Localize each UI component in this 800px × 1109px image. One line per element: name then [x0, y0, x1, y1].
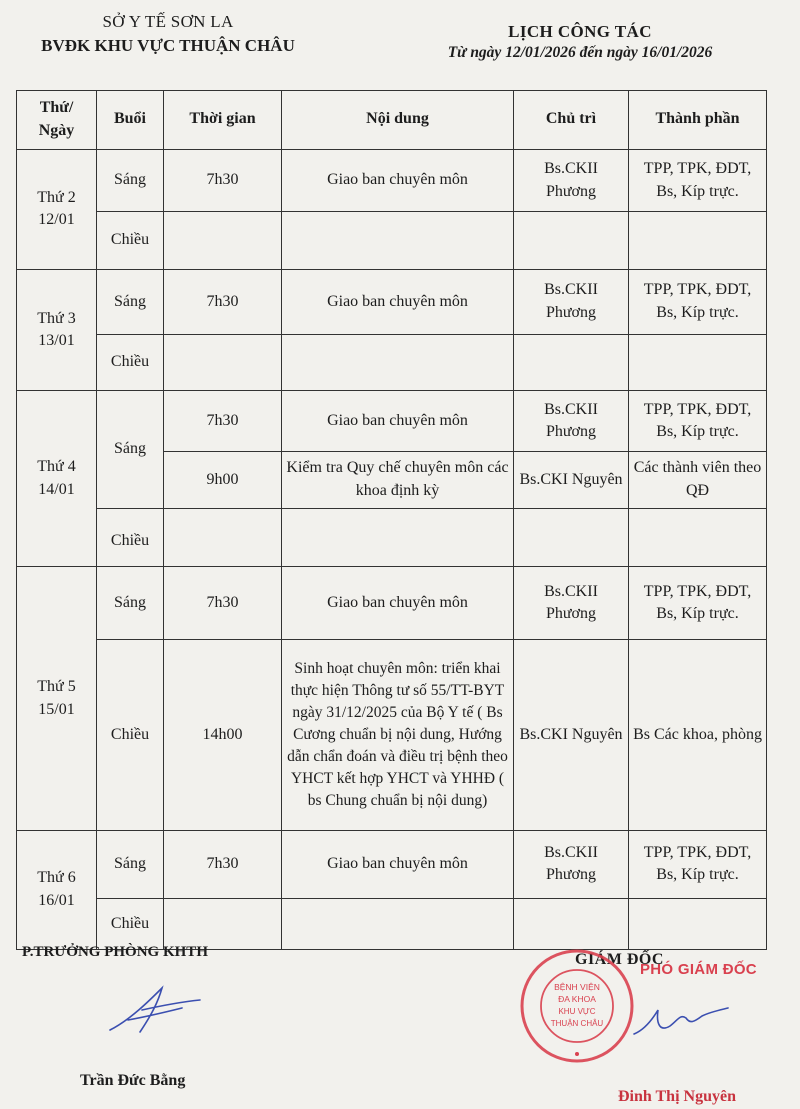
svg-text:THUẬN CHÂU: THUẬN CHÂU: [550, 1019, 604, 1028]
time-cell: 14h00: [164, 640, 282, 830]
org-line-2: BVĐK KHU VỰC THUẬN CHÂU: [41, 36, 295, 55]
members-cell: TPP, TPK, ĐDT, Bs, Kíp trực.: [629, 270, 767, 335]
org-line-1: SỞ Y TẾ SƠN LA: [102, 12, 234, 31]
content-cell: Kiểm tra Quy chế chuyên môn các khoa định kỳ: [282, 452, 514, 509]
members-cell: TPP, TPK, ĐDT, Bs, Kíp trực.: [629, 567, 767, 640]
time-cell: 7h30: [164, 149, 282, 212]
official-stamp-icon: [517, 946, 637, 1066]
table-row: [17, 640, 767, 830]
doc-title: LỊCH CÔNG TÁC: [508, 22, 652, 41]
svg-text:KHU VỰC: KHU VỰC: [558, 1007, 596, 1016]
members-cell: [629, 334, 767, 391]
content-cell: [282, 508, 514, 567]
members-cell: Các thành viên theo QĐ: [629, 452, 767, 509]
time-cell: 7h30: [164, 567, 282, 640]
time-cell: [164, 212, 282, 270]
left-signer-title: P.TRƯỞNG PHÒNG KHTH: [22, 944, 208, 960]
left-signer-name: Trần Đức Bằng: [80, 1072, 186, 1089]
day-cell: Thứ 4 14/01: [17, 391, 97, 567]
table-row: [17, 567, 767, 640]
svg-text:ĐA KHOA: ĐA KHOA: [558, 994, 596, 1004]
table-row: [17, 270, 767, 335]
day-cell: Thứ 3 13/01: [17, 270, 97, 391]
time-cell: [164, 508, 282, 567]
table-row: [17, 830, 767, 899]
col-header-session: Buổi: [97, 91, 164, 150]
day-cell: Thứ 2 12/01: [17, 149, 97, 269]
time-cell: [164, 334, 282, 391]
time-cell: [164, 899, 282, 950]
table-row: [17, 508, 767, 567]
right-signer-title-2: PHÓ GIÁM ĐỐC: [640, 961, 757, 978]
content-cell: Giao ban chuyên môn: [282, 567, 514, 640]
col-header-members: Thành phần: [629, 91, 767, 150]
members-cell: TPP, TPK, ĐDT, Bs, Kíp trực.: [629, 149, 767, 212]
table-row: [17, 391, 767, 452]
session-cell: Sáng: [97, 391, 164, 508]
members-cell: [629, 899, 767, 950]
time-cell: 9h00: [164, 452, 282, 509]
content-cell: [282, 212, 514, 270]
chair-cell: [514, 899, 629, 950]
table-row: [17, 334, 767, 391]
chair-cell: [514, 508, 629, 567]
content-cell: Giao ban chuyên môn: [282, 149, 514, 212]
session-cell: Sáng: [97, 270, 164, 335]
content-cell: Sinh hoạt chuyên môn: triển khai thực hiện Thông tư số 55/TT-BYT ngày 31/12/2025 của Bộ Y tế ( Bs Cương chuẩn bị nội dung, Hướng dẫn chẩn đoán và điều trị bệnh theo YHCT kết hợp YHCT và YHHĐ ( bs Chung chuẩn bị nội dung): [282, 640, 514, 830]
table-row: [17, 149, 767, 212]
chair-cell: [514, 334, 629, 391]
time-cell: 7h30: [164, 830, 282, 899]
chair-cell: Bs.CKII Phương: [514, 830, 629, 899]
content-cell: Giao ban chuyên môn: [282, 391, 514, 452]
table-row: [17, 212, 767, 270]
right-signer-title: GIÁM ĐỐC: [575, 951, 664, 968]
session-cell: Chiều: [97, 640, 164, 830]
chair-cell: Bs.CKII Phương: [514, 567, 629, 640]
table-row: [17, 899, 767, 950]
left-signature-icon: [100, 980, 210, 1040]
content-cell: [282, 899, 514, 950]
schedule-table: [16, 90, 767, 950]
chair-cell: Bs.CKI Nguyên: [514, 640, 629, 830]
col-header-chair: Chủ trì: [514, 91, 629, 150]
time-cell: 7h30: [164, 270, 282, 335]
col-header-day: Thứ/ Ngày: [17, 91, 97, 150]
chair-cell: Bs.CKII Phương: [514, 391, 629, 452]
chair-cell: Bs.CKI Nguyên: [514, 452, 629, 509]
session-cell: Sáng: [97, 830, 164, 899]
org-header: [18, 12, 318, 56]
session-cell: Chiều: [97, 334, 164, 391]
time-cell: 7h30: [164, 391, 282, 452]
members-cell: TPP, TPK, ĐDT, Bs, Kíp trực.: [629, 830, 767, 899]
svg-text:BỆNH VIỆN: BỆNH VIỆN: [554, 982, 600, 992]
members-cell: TPP, TPK, ĐDT, Bs, Kíp trực.: [629, 391, 767, 452]
members-cell: Bs Các khoa, phòng: [629, 640, 767, 830]
content-cell: Giao ban chuyên môn: [282, 270, 514, 335]
session-cell: Sáng: [97, 567, 164, 640]
members-cell: [629, 212, 767, 270]
doc-title-block: [360, 22, 800, 62]
session-cell: Chiều: [97, 508, 164, 567]
right-signer-name: Đinh Thị Nguyên: [618, 1088, 736, 1105]
session-cell: Chiều: [97, 899, 164, 950]
date-range: Từ ngày 12/01/2026 đến ngày 16/01/2026: [447, 44, 713, 61]
col-header-content: Nội dung: [282, 91, 514, 150]
right-signature-icon: [630, 1000, 730, 1050]
members-cell: [629, 508, 767, 567]
day-cell: Thứ 6 16/01: [17, 830, 97, 949]
chair-cell: [514, 212, 629, 270]
session-cell: Chiều: [97, 212, 164, 270]
col-header-time: Thời gian: [164, 91, 282, 150]
session-cell: Sáng: [97, 149, 164, 212]
chair-cell: Bs.CKII Phương: [514, 270, 629, 335]
chair-cell: Bs.CKII Phương: [514, 149, 629, 212]
day-cell: Thứ 5 15/01: [17, 567, 97, 830]
content-cell: Giao ban chuyên môn: [282, 830, 514, 899]
header-row: [17, 91, 767, 150]
content-cell: [282, 334, 514, 391]
